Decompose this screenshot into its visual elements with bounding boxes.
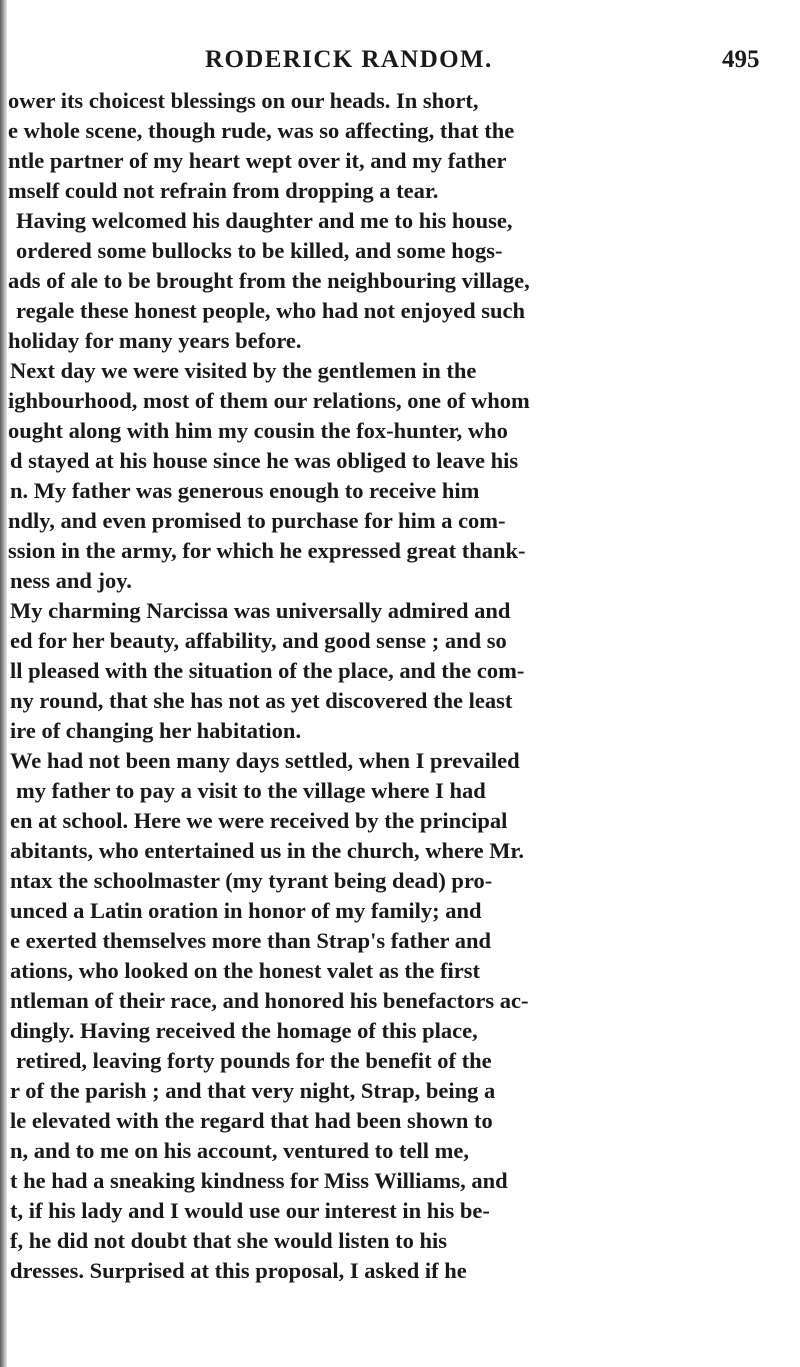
text-line: ed for her beauty, affability, and good sense ; and so (10, 628, 507, 653)
text-line: ntax the schoolmaster (my tyrant being dead) pro- (10, 868, 493, 893)
text-line: ntleman of their race, and honored his benefactors ac- (10, 988, 529, 1013)
text-line: r of the parish ; and that very night, Strap, being a (10, 1078, 496, 1103)
text-line: e whole scene, though rude, was so affecting, that the (8, 118, 515, 143)
text-line: ighbourhood, most of them our relations, one of whom (8, 388, 530, 413)
text-line: ll pleased with the situation of the place, and the com- (10, 658, 525, 683)
text-line: Next day we were visited by the gentlemen in the (10, 358, 477, 383)
page-number: 495 (722, 46, 760, 73)
text-line: unced a Latin oration in honor of my family; and (10, 898, 482, 923)
text-line: f, he did not doubt that she would listen to his (10, 1228, 447, 1253)
text-line: e exerted themselves more than Strap's father and (10, 928, 491, 953)
running-title: RODERICK RANDOM. (205, 46, 493, 73)
text-line: mself could not refrain from dropping a tear. (8, 178, 439, 203)
text-line: t, if his lady and I would use our interest in his be- (10, 1198, 490, 1223)
text-line: ads of ale to be brought from the neighbouring village, (8, 268, 530, 293)
text-line: t he had a sneaking kindness for Miss Williams, and (10, 1168, 508, 1193)
text-line: abitants, who entertained us in the church, where Mr. (10, 838, 524, 863)
text-line: ire of changing her habitation. (10, 718, 302, 743)
text-line: d stayed at his house since he was obliged to leave his (10, 448, 519, 473)
text-line: My charming Narcissa was universally admired and (10, 598, 511, 623)
text-line: en at school. Here we were received by the principal (10, 808, 508, 833)
text-line: ntle partner of my heart wept over it, and my father (8, 148, 507, 173)
text-line: dingly. Having received the homage of this place, (10, 1018, 478, 1043)
text-line: le elevated with the regard that had been shown to (10, 1108, 493, 1133)
text-line: ought along with him my cousin the fox-hunter, who (8, 418, 508, 443)
text-line: ny round, that she has not as yet discovered the least (10, 688, 513, 713)
text-line: ness and joy. (10, 568, 132, 593)
text-line: ordered some bullocks to be killed, and some hogs- (16, 238, 503, 263)
text-line: We had not been many days settled, when I prevailed (10, 748, 520, 773)
text-line: ower its choicest blessings on our heads. In short, (8, 88, 479, 113)
text-line: my father to pay a visit to the village where I had (16, 778, 486, 803)
text-line: ndly, and even promised to purchase for him a com- (8, 508, 506, 533)
text-line: n. My father was generous enough to receive him (10, 478, 480, 503)
running-head (0, 46, 800, 80)
text-line: retired, leaving forty pounds for the benefit of the (16, 1048, 492, 1073)
text-line: ssion in the army, for which he expressed great thank- (8, 538, 526, 563)
text-line: Having welcomed his daughter and me to his house, (16, 208, 513, 233)
text-line: n, and to me on his account, ventured to tell me, (10, 1138, 469, 1163)
text-line: dresses. Surprised at this proposal, I asked if he (10, 1258, 467, 1283)
text-line: regale these honest people, who had not enjoyed such (16, 298, 525, 323)
text-line: ations, who looked on the honest valet as the first (10, 958, 481, 983)
text-line: holiday for many years before. (8, 328, 302, 353)
